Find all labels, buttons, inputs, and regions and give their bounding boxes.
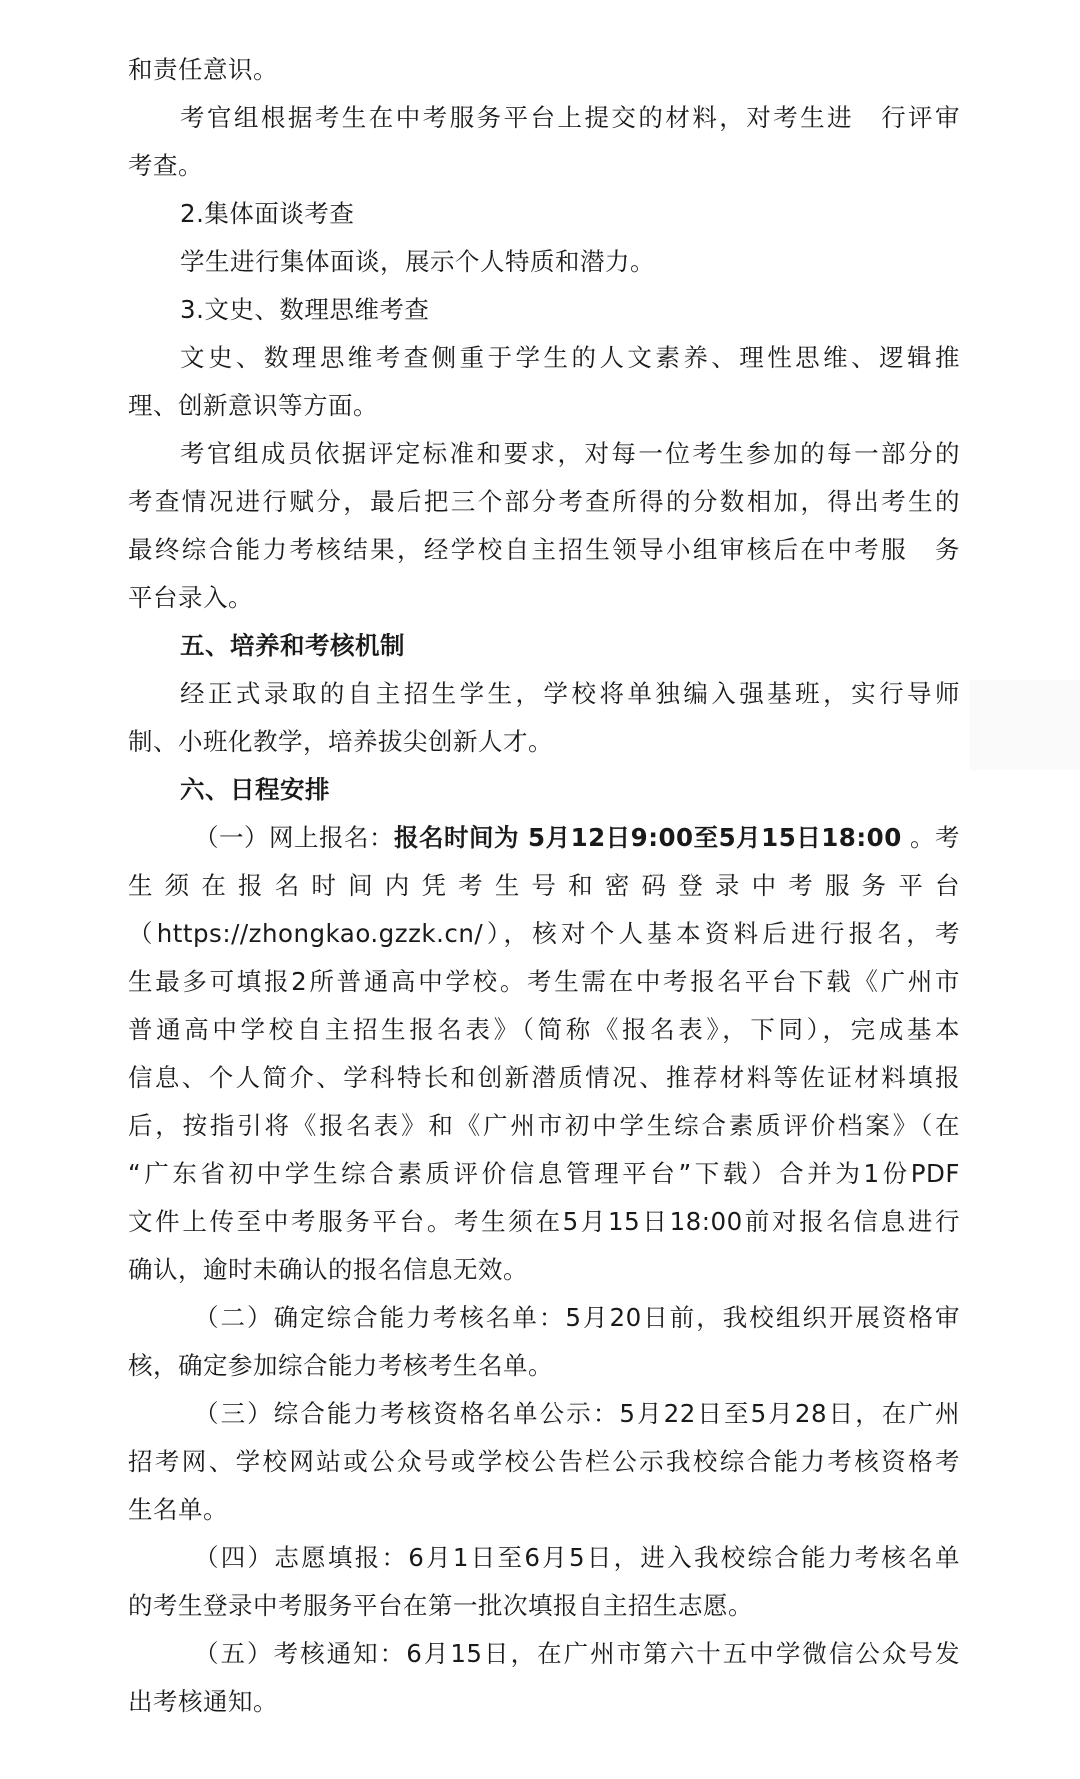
text-line: 后，按指引将《报名表》和《广州市初中学生综合素质评价档案》（在 [128, 1111, 960, 1140]
subsection-heading: 2.集体面谈考查 [180, 199, 355, 228]
document-page [128, 46, 960, 1726]
text-line: 考查情况进行赋分，最后把三个部分考查所得的分数相加，得出考生的 [128, 487, 960, 516]
text-line: 的考生登录中考服务平台在第一批次填报自主招生志愿。 [128, 1591, 753, 1620]
text-line: （五）考核通知：6月15日，在广州市第六十五中学微信公众号发 [194, 1639, 960, 1668]
text-line: 经正式录取的自主招生学生，学校将单独编入强基班，实行导师 [180, 679, 960, 708]
text-line: 文史、数理思维考查侧重于学生的人文素养、理性思维、逻辑推 [180, 343, 960, 372]
text-line: 平台录入。 [128, 583, 253, 612]
text-line [128, 814, 960, 862]
text-line: 学生进行集体面谈，展示个人特质和潜力。 [180, 247, 655, 276]
background-shade [970, 680, 1080, 770]
text-line: 信息、个人简介、学科特长和创新潜质情况、推荐材料等佐证材料填报 [128, 1063, 960, 1092]
text-run: 。考 [901, 823, 960, 852]
text-line: 普通高中学校自主招生报名表》（简称《报名表》，下同），完成基本 [128, 1015, 960, 1044]
text-line: 最终综合能力考核结果，经学校自主招生领导小组审核后在中考服 务 [128, 535, 960, 564]
text-line: 出考核通知。 [128, 1687, 278, 1716]
text-line: 考官组成员依据评定标准和要求，对每一位考生参加的每一部分的 [180, 439, 960, 468]
text-line: 招考网、学校网站或公众号或学校公告栏公示我校综合能力考核资格考 [128, 1447, 960, 1476]
registration-time: 报名时间为 5月12日9:00至5月15日18:00 [394, 823, 902, 852]
text-line: 核，确定参加综合能力考核考生名单。 [128, 1351, 553, 1380]
subsection-heading: 3.文史、数理思维考查 [180, 295, 430, 324]
text-line: 生须在报名时间内凭考生号和密码登录中考服务平台 [128, 871, 960, 900]
text-line: 理、创新意识等方面。 [128, 391, 378, 420]
text-line: 制、小班化教学，培养拔尖创新人才。 [128, 727, 553, 756]
text-line: 考官组根据考生在中考服务平台上提交的材料，对考生进 行评审 [180, 103, 960, 132]
text-line: （四）志愿填报：6月1日至6月5日，进入我校综合能力考核名单 [194, 1543, 960, 1572]
text-line: 确认，逾时未确认的报名信息无效。 [128, 1255, 528, 1284]
section-heading: 六、日程安排 [180, 775, 330, 804]
text-line: “广东省初中学生综合素质评价信息管理平台”下载）合并为1份PDF [128, 1159, 960, 1188]
text-line: （二）确定综合能力考核名单：5月20日前，我校组织开展资格审 [194, 1303, 960, 1332]
text-line: （https://zhongkao.gzzk.cn/），核对个人基本资料后进行报名，考 [128, 919, 960, 948]
text-line: 生名单。 [128, 1495, 228, 1524]
text-line: 考查。 [128, 151, 203, 180]
section-heading: 五、培养和考核机制 [180, 631, 405, 660]
text-run: （一）网上报名： [194, 823, 394, 852]
text-line: 生最多可填报2所普通高中学校。考生需在中考报名平台下载《广州市 [128, 967, 960, 996]
text-line: 和责任意识。 [128, 55, 278, 84]
text-line: （三）综合能力考核资格名单公示：5月22日至5月28日，在广州 [194, 1399, 960, 1428]
text-line: 文件上传至中考服务平台。考生须在5月15日18:00前对报名信息进行 [128, 1207, 960, 1236]
